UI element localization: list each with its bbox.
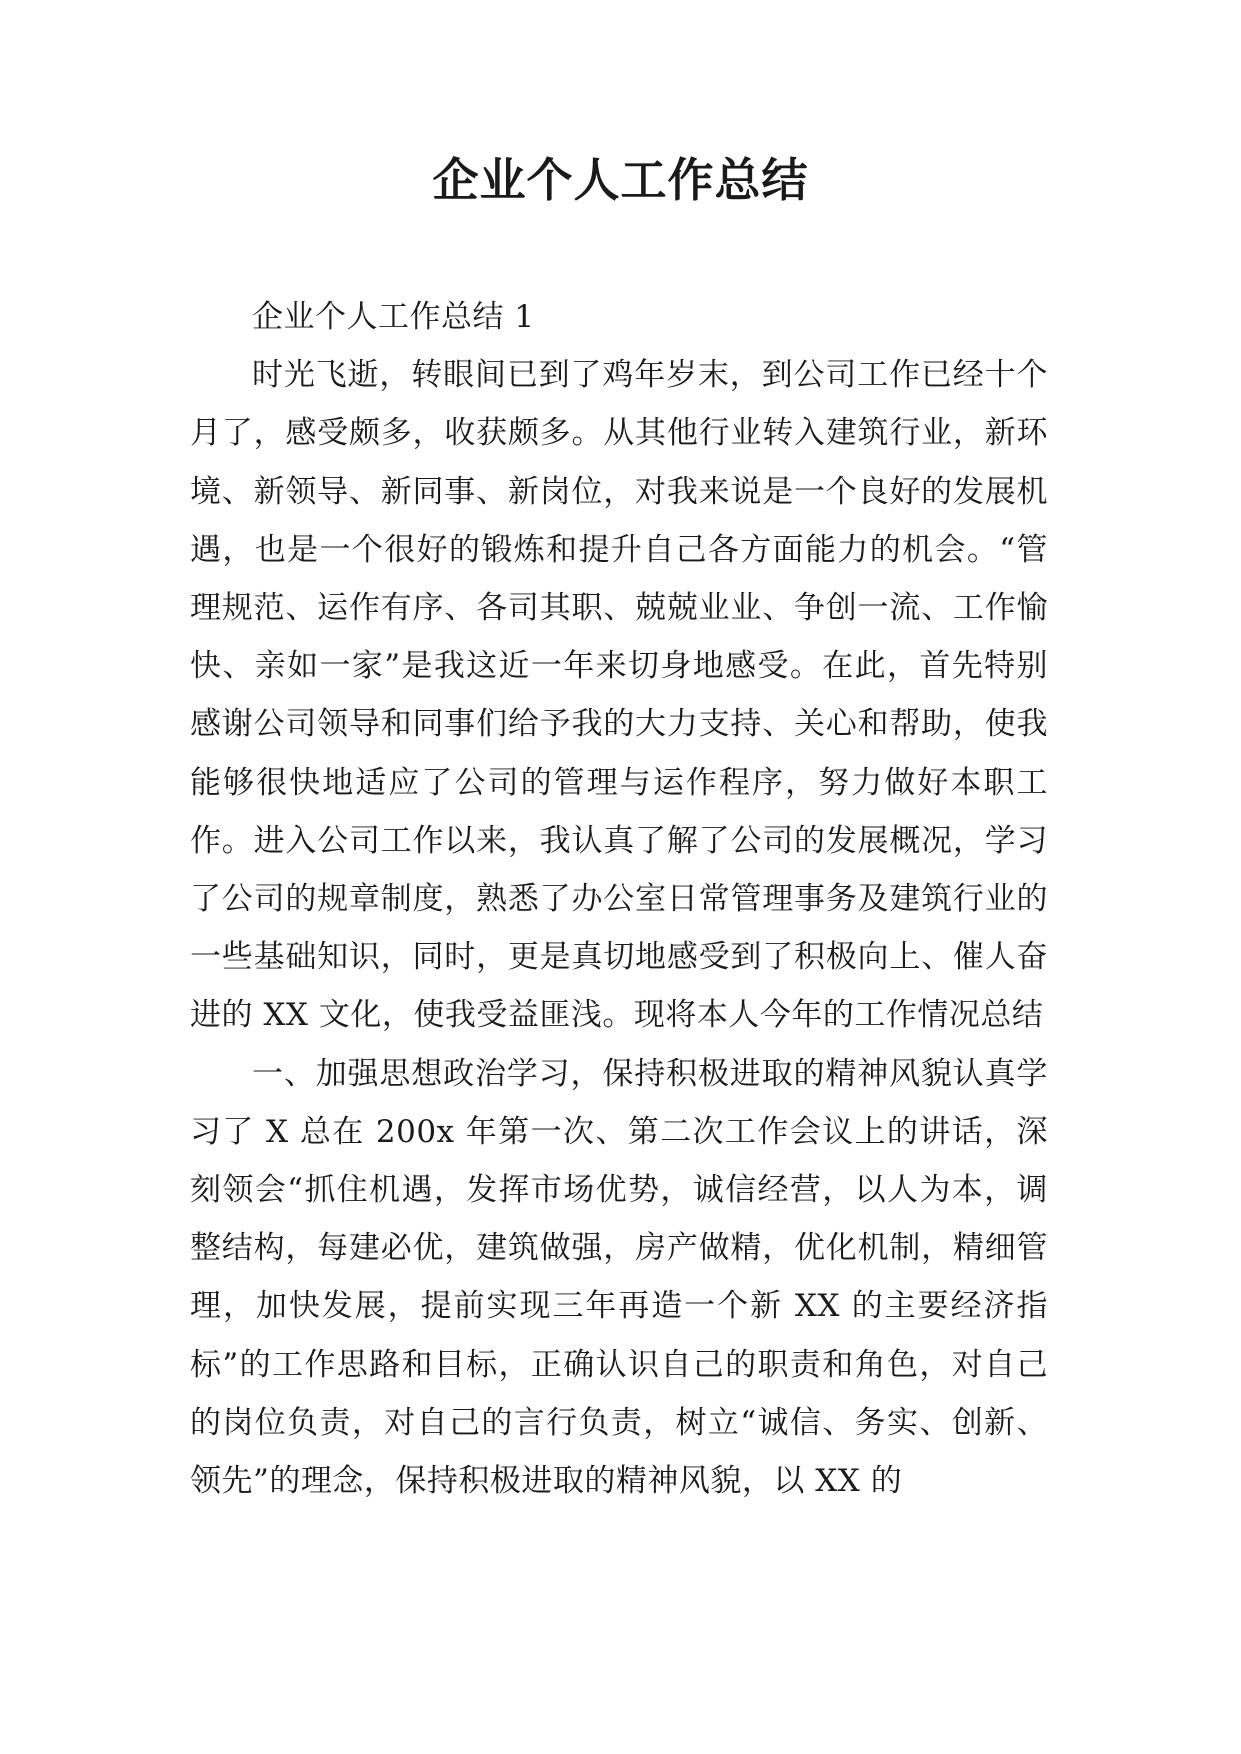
- paragraph-section-one: 一、加强思想政治学习，保持积极进取的精神风貌认真学习了 X 总在 200x 年第一次、第二次工作会议上的讲话，深刻领会“抓住机遇，发挥市场优势，诚信经营，以人为本，调整结构，每建必优，建筑做强，房产做精，优化机制，精细管理，加快发展，提前实现三年再造一个新 XX 的主要经济指标”的工作思路和目标，正确认识自己的职责和角色，对自己的岗位负责，对自己的言行负责，树立“诚信、务实、创新、领先”的理念，保持积极进取的精神风貌，以 XX 的: [190, 1055, 1048, 1500]
- paragraph-intro: 时光飞逝，转眼间已到了鸡年岁末，到公司工作已经十个月了，感受颇多，收获颇多。从其他行业转入建筑行业，新环境、新领导、新同事、新岗位，对我来说是一个良好的发展机遇，也是一个很好的锻炼和提升自己各方面能力的机会。“管理规范、运作有序、各司其职、兢兢业业、争创一流、工作愉快、亲如一家”是我这近一年来切身地感受。在此，首先特别感谢公司领导和同事们给予我的大力支持、关心和帮助，使我能够很快地适应了公司的管理与运作程序，努力做好本职工作。进入公司工作以来，我认真了解了公司的发展概况，学习了公司的规章制度，熟悉了办公室日常管理事务及建筑行业的一些基础知识，同时，更是真切地感受到了积极向上、催人奋进的 XX 文化，使我受益匪浅。现将本人今年的工作情况总结: [190, 357, 1048, 1034]
- document-body: [190, 288, 1048, 1510]
- document-title: 企业个人工作总结: [432, 153, 809, 207]
- section-heading: 企业个人工作总结 1: [252, 299, 535, 335]
